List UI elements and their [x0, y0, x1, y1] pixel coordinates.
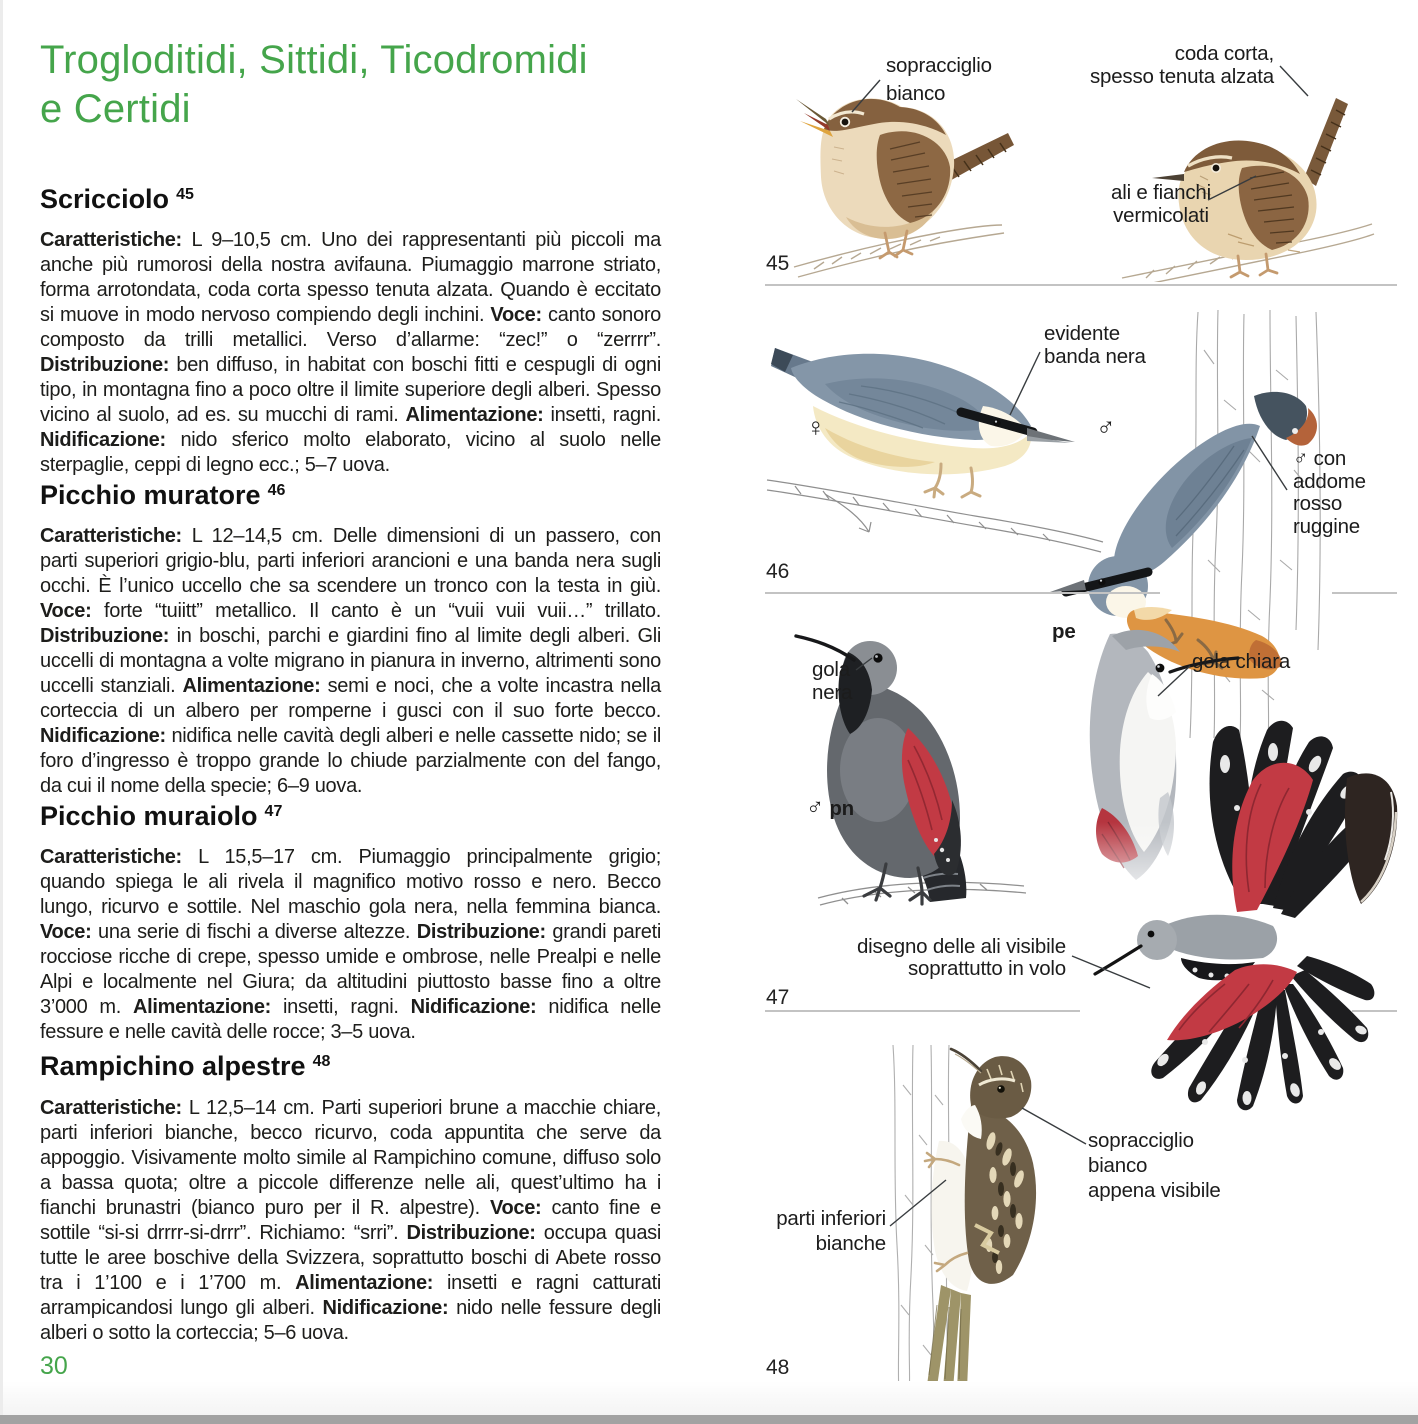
- male-symbol: ♂: [1096, 412, 1116, 442]
- figure-number-46: 46: [766, 560, 790, 583]
- male-symbol: ♂: [806, 794, 824, 821]
- figure-divider: [765, 284, 1397, 286]
- label-banda-nera: evidente banda nera: [1044, 322, 1146, 368]
- species-name: Picchio muraiolo: [40, 801, 258, 831]
- species-description-rampichino-alpestre: Caratteristiche: L 12,5–14 cm. Parti superiori brune a macchie chiare, parti inferiori bianche, becco ricurvo, coda appuntita che serve da appoggio. Visivamente molto simile al Rampichino comune, diffuso solo a bassa quota; oltre a piccole differenze nelle ali, quest’ultimo ha i fianchi brunastri (bianco puro per il R. alpestre). Voce: canto fine e sottile “si-si drrrr-si-drrr”. Richiamo: “srri”. Distribuzione: occupa quasi tutte le aree boschive della Svizzera, soprattutto boschi di Abete rosso tra i 1’100 e i 1’700 m. Alimentazione: insetti e ragni catturati arrampicandosi lungo gli alberi. Nidificazione: nido nelle fessure degli alberi o sotto la corteccia; 5–6 uova.: [40, 1097, 661, 1344]
- page-bottom-shading: [0, 1381, 1418, 1415]
- figure-ref: 45: [176, 186, 194, 203]
- page-left-edge: [0, 0, 3, 1424]
- label-supercilium-bianco: sopracciglio bianco: [886, 54, 992, 105]
- species-heading-picchio-muraiolo: [40, 801, 282, 832]
- plumage-pn: pn: [829, 797, 854, 820]
- page-title: Trogloditidi, Sittidi, Ticodromidi e Certidi: [40, 38, 588, 131]
- label-male-pn: [806, 796, 854, 820]
- label-addome-rosso: ♂ con addome rosso ruggine: [1293, 447, 1366, 538]
- species-heading-picchio-muratore: [40, 480, 285, 511]
- label-coda-corta: coda corta, spesso tenuta alzata: [1089, 42, 1274, 88]
- species-name: Scricciolo: [40, 184, 170, 214]
- species-description-scricciolo: Caratteristiche: L 9–10,5 cm. Uno dei rappresentanti più piccoli ma anche più rumorosi della nostra avifauna. Piumaggio marrone striato, forma arrotondata, coda corta spesso tenuta alzata. Quando è eccitato si muove in modo nervoso compiendo degli inchini. Voce: canto sonoro composto da trilli metallici. Verso d’allarme: “zec!” o “zerrrr”. Distribuzione: ben diffuso, in habitat con boschi fitti e cespugli di ogni tipo, in montagna fino a poco oltre il limite superiore degli alberi. Spesso vicino al suolo, ad es. su mucchi di rami. Alimentazione: insetti, ragni. Nidificazione: nido sferico molto elaborato, vicino al suolo nelle sterpaglie, ceppi di legno ecc.; 5–7 uova.: [40, 229, 662, 476]
- species-name: Rampichino alpestre: [40, 1051, 306, 1081]
- page-number: 30: [40, 1352, 68, 1380]
- window-bottom-bar: [0, 1415, 1418, 1424]
- figure-ref: 47: [264, 803, 283, 820]
- label-plumage-pe: pe: [1052, 620, 1076, 643]
- label-sopracciglio-appena-visibile: sopracciglio bianco appena visibile: [1088, 1129, 1221, 1202]
- label-disegno-ali: disegno delle ali visibile soprattutto in volo: [856, 935, 1066, 980]
- female-symbol: ♀: [806, 412, 826, 442]
- species-description-picchio-muraiolo: Caratteristiche: L 15,5–17 cm. Piumaggio principalmente grigio; quando spiega le ali rivela il magnifico motivo rosso e nero. Becco lungo, ricurvo e sottile. Nel maschio gola nera, nella femmina bianca. Voce: una serie di fischi a diverse altezze. Distribuzione: grandi pareti rocciose ricche di crepe, spesso umide e ombrose, nelle Prealpi e nelle Alpi e localmente nel Giura; da altitudini piuttosto basse fino a oltre 3’000 m. Alimentazione: insetti, ragni. Nidificazione: nidifica nelle fessure e nelle cavità delle rocce; 3–5 uova.: [40, 846, 661, 1043]
- label-gola-chiara: gola chiara: [1192, 650, 1291, 673]
- wallcreeper-flying-illustration: [1085, 712, 1405, 1112]
- label-ali-vermicolate: ali e fianchi vermicolati: [1111, 181, 1211, 227]
- figure-number-45: 45: [766, 252, 790, 275]
- label-parti-inferiori: parti inferiori bianche: [776, 1207, 886, 1255]
- wallcreeper-male-illustration: [790, 610, 1050, 910]
- figure-divider: [1352, 1010, 1397, 1012]
- species-name: Picchio muratore: [40, 480, 261, 510]
- figure-divider: [765, 592, 1160, 594]
- treecreeper-illustration: [875, 1045, 1090, 1395]
- figure-number-48: 48: [766, 1356, 790, 1379]
- figure-ref: 48: [312, 1053, 331, 1070]
- species-description-picchio-muratore: Caratteristiche: L 12–14,5 cm. Delle dimensioni di un passero, con parti superiori grigio-blu, parti inferiori arancioni e una banda nera sugli occhi. È l’unico uccello che sa scendere un tronco con la testa in giù. Voce: forte “tuiitt” metallico. Il canto è un “vuii vuii vuii…” trillato. Distribuzione: in boschi, parchi e giardini fino al limite degli alberi. Gli uccelli di montagna a volte migrano in pianura in inverno, altrimenti sono uccelli stanziali. Alimentazione: semi e noci, che a volte incastra nella corteccia di un albero per romperne i gusci con il suo forte becco. Nidificazione: nidifica nelle cavità degli alberi e nelle cassette nido; se il foro d’ingresso è troppo grande lo chiude parzialmente con del fango, da cui il nome della specie; 6–9 uova.: [40, 525, 661, 797]
- species-heading-rampichino-alpestre: [40, 1051, 330, 1082]
- label-gola-nera: gola nera: [812, 658, 853, 704]
- species-heading-scricciolo: [40, 184, 194, 215]
- figure-ref: 46: [267, 482, 286, 499]
- figure-divider: [1332, 592, 1397, 594]
- figure-number-47: 47: [766, 986, 790, 1009]
- figure-divider: [765, 1010, 1080, 1012]
